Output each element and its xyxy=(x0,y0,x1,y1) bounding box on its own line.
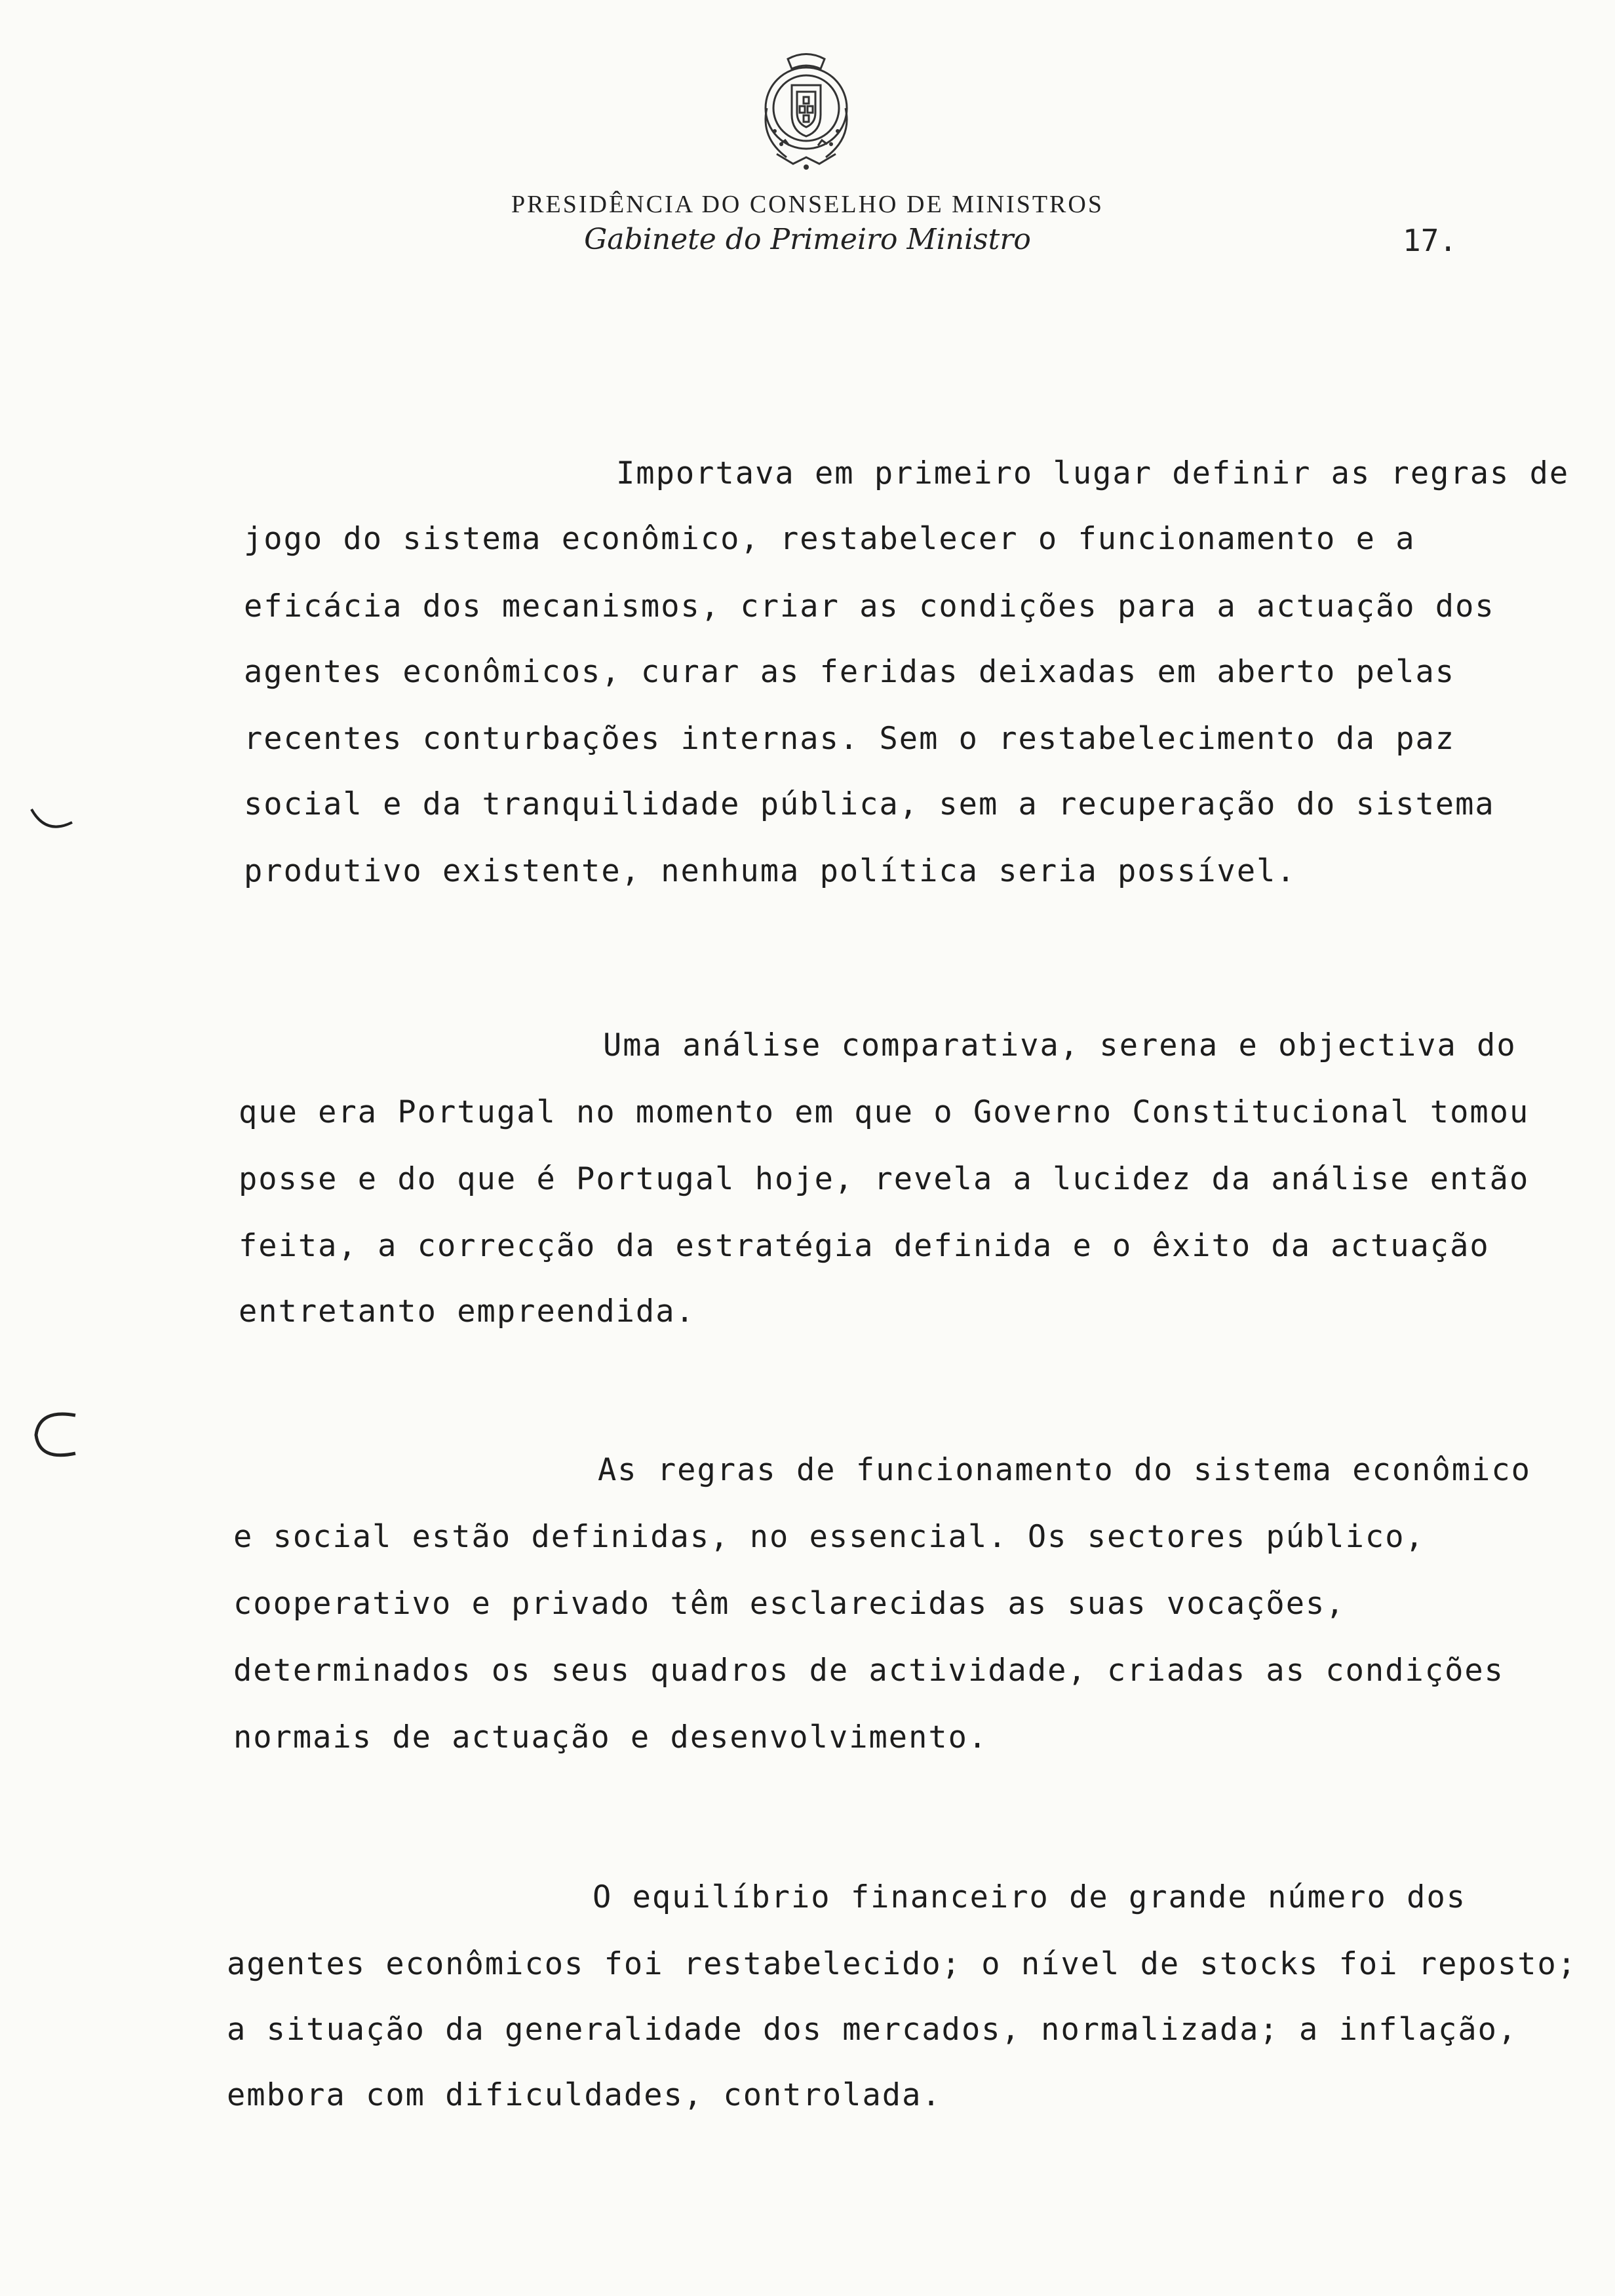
text-line: posse e do que é Portugal hoje, revela a lucidez da análise então xyxy=(239,1161,1530,1197)
text-line: Uma análise comparativa, serena e objectiva do xyxy=(603,1027,1517,1063)
text-line: As regras de funcionamento do sistema econômico xyxy=(598,1452,1531,1488)
text-line: produtivo existente, nenhuma política seria possível. xyxy=(244,853,1296,889)
header-subtitle: Gabinete do Primeiro Ministro xyxy=(584,223,1031,256)
text-line: agentes econômicos foi restabelecido; o nível de stocks foi reposto; xyxy=(227,1946,1578,1982)
text-line: cooperativo e privado têm esclarecidas as suas vocações, xyxy=(233,1586,1346,1622)
punch-hole-icon xyxy=(26,1402,85,1468)
text-line: e social estão definidas, no essencial. Os sectores público, xyxy=(233,1519,1425,1555)
text-line: feita, a correcção da estratégia definida e o êxito da actuação xyxy=(239,1228,1490,1264)
text-line: jogo do sistema econômico, restabelecer o funcionamento e a xyxy=(244,521,1416,557)
text-line: eficácia dos mecanismos, criar as condições para a actuação dos xyxy=(244,588,1495,624)
text-line: embora com dificuldades, controlada. xyxy=(227,2077,942,2113)
text-line: recentes conturbações internas. Sem o restabelecimento da paz xyxy=(244,721,1456,757)
header-title: PRESIDÊNCIA DO CONSELHO DE MINISTROS xyxy=(511,191,1104,218)
text-line: que era Portugal no momento em que o Governo Constitucional tomou xyxy=(239,1094,1530,1130)
text-line: social e da tranquilidade pública, sem a recuperação do sistema xyxy=(244,786,1495,822)
text-line: Importava em primeiro lugar definir as regras de xyxy=(616,455,1570,491)
text-line: a situação da generalidade dos mercados, normalizada; a inflação, xyxy=(227,2012,1518,2048)
scan-mark-icon xyxy=(26,803,79,842)
text-line: determinados os seus quadros de actividade, criadas as condições xyxy=(233,1653,1504,1689)
text-line: normais de actuação e desenvolvimento. xyxy=(233,1719,988,1755)
text-line: agentes econômicos, curar as feridas deixadas em aberto pelas xyxy=(244,654,1456,690)
page-number: 17. xyxy=(1403,223,1458,258)
text-line: O equilíbrio financeiro de grande número dos xyxy=(593,1879,1467,1915)
text-line: entretanto empreendida. xyxy=(239,1293,695,1330)
